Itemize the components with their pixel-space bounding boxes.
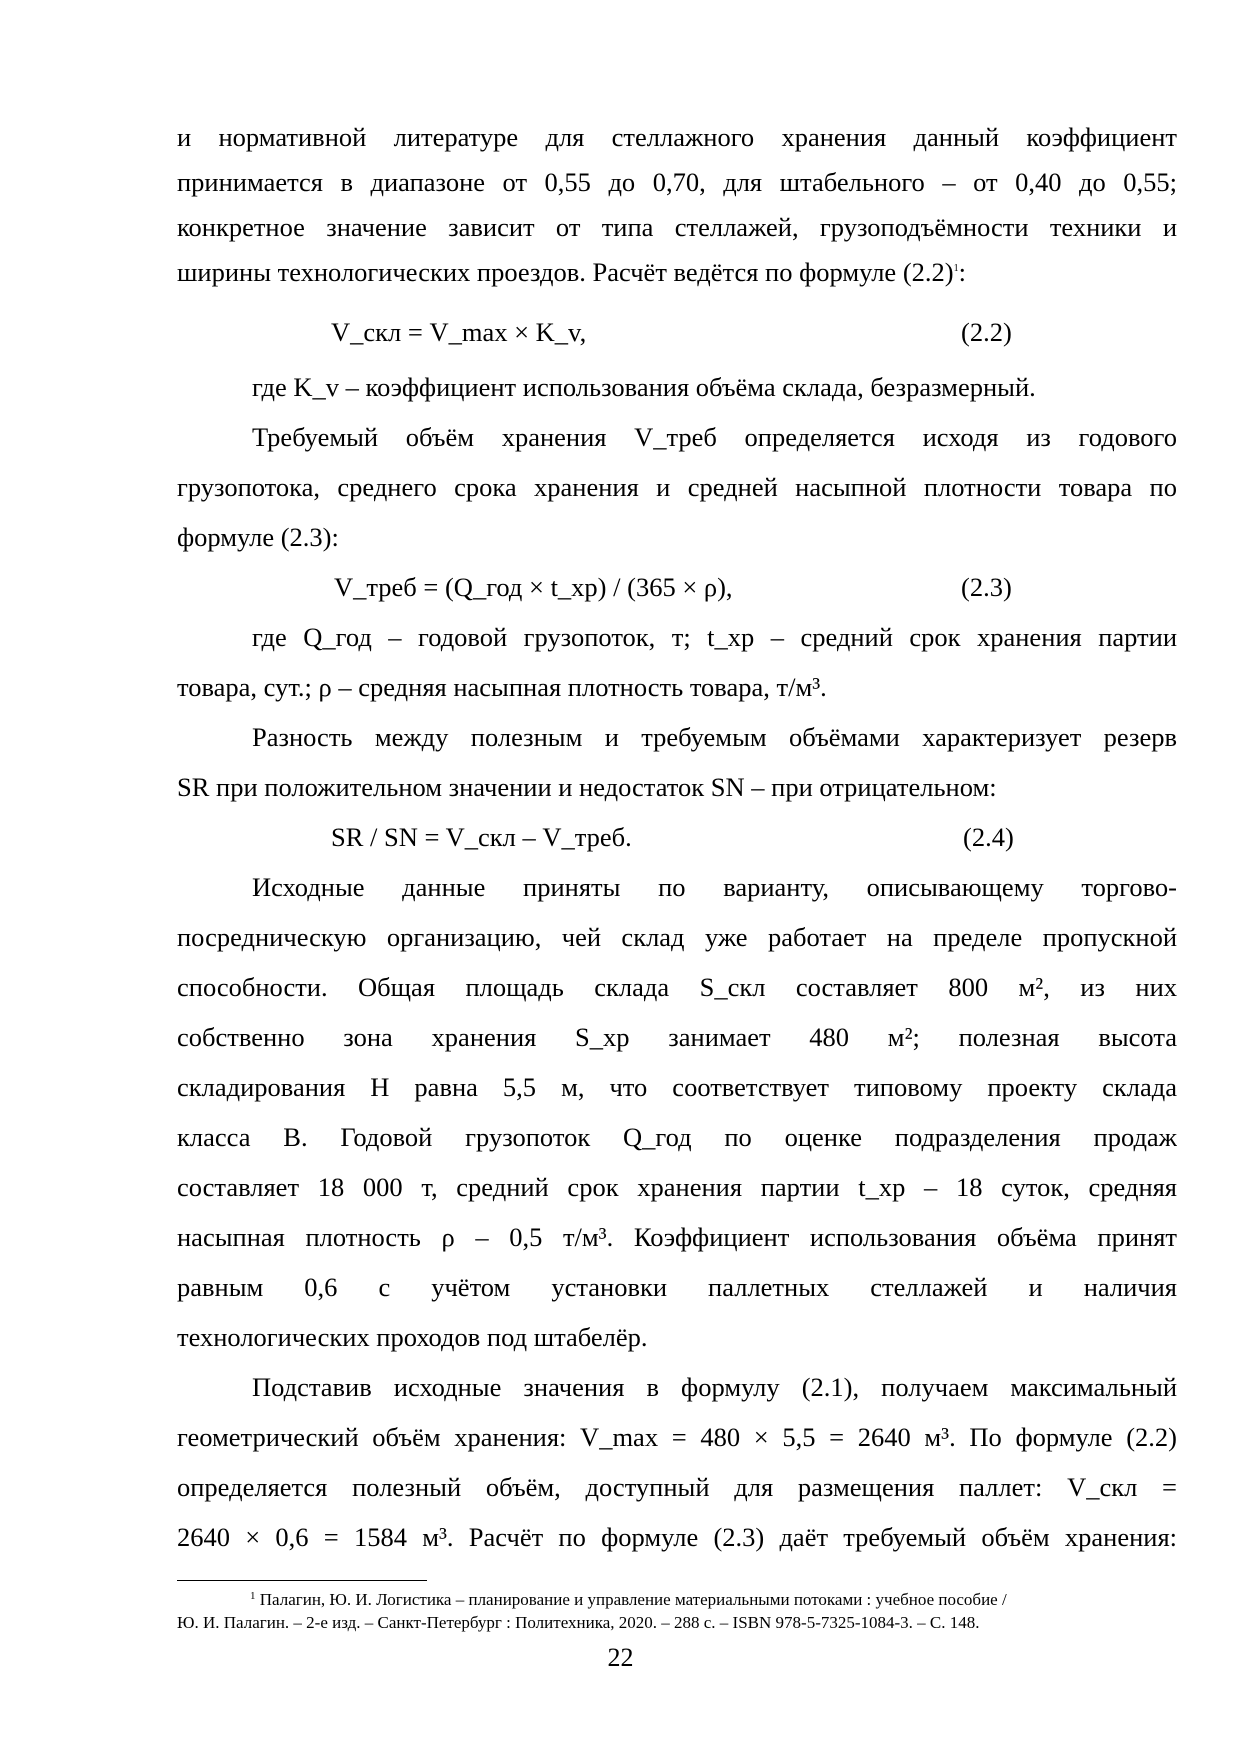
formula-2-3: V_треб = (Q_год × t_хр) / (365 × ρ), <box>334 572 733 602</box>
text-line: товара, сут.; ρ – средняя насыпная плотность товара, т/м³. <box>177 672 827 702</box>
text-span: ширины технологических проездов. Расчёт ведётся по формуле (2.2) <box>177 257 954 287</box>
text-line: конкретное значение зависит от типа стеллажей, грузоподъёмности техники и <box>177 212 1177 242</box>
footnote-line: Ю. И. Палагин. – 2-е изд. – Санкт-Петербург : Политехника, 2020. – 288 с. – ISBN 978-5-7325-1084-3. – С. 148. <box>177 1613 980 1632</box>
formula-2-4: SR / SN = V_скл – V_треб. <box>331 822 632 852</box>
text-line: технологических проходов под штабелёр. <box>177 1322 648 1352</box>
page-number: 22 <box>607 1643 634 1672</box>
text-line: принимается в диапазоне от 0,55 до 0,70, для штабельного – от 0,40 до 0,55; <box>177 167 1177 197</box>
footnote-mark: 1 <box>250 1590 256 1602</box>
text-line: определяется полезный объём, доступный для размещения паллет: V_скл = <box>177 1472 1177 1502</box>
formula-number: (2.2) <box>961 317 1012 347</box>
text-line: Разность между полезным и требуемым объёмами характеризует резерв <box>252 722 1177 752</box>
formula-number: (2.3) <box>961 572 1012 602</box>
text-line: и нормативной литературе для стеллажного хранения данный коэффициент <box>177 122 1177 152</box>
text-line: составляет 18 000 т, средний срок хранения партии t_хр – 18 суток, средняя <box>177 1172 1177 1202</box>
text-line: складирования H равна 5,5 м, что соответствует типовому проекту склада <box>177 1072 1177 1102</box>
text-line: равным 0,6 с учётом установки паллетных стеллажей и наличия <box>177 1272 1177 1302</box>
text-line: грузопотока, среднего срока хранения и средней насыпной плотности товара по <box>177 472 1177 502</box>
text-line <box>177 256 1177 288</box>
text-line: собственно зона хранения S_хр занимает 480 м²; полезная высота <box>177 1022 1177 1052</box>
footnote-line <box>250 1589 1177 1611</box>
formula-2-2: V_скл = V_max × K_v, <box>331 317 587 347</box>
text-line: где K_v – коэффициент использования объёма склада, безразмерный. <box>252 372 1036 402</box>
text-line: SR при положительном значении и недостаток SN – при отрицательном: <box>177 772 997 802</box>
text-line: насыпная плотность ρ – 0,5 т/м³. Коэффициент использования объёма принят <box>177 1222 1177 1252</box>
text-line: где Q_год – годовой грузопоток, т; t_хр – средний срок хранения партии <box>252 622 1177 652</box>
footnote-separator <box>177 1580 427 1581</box>
text-line: Подставив исходные значения в формулу (2.1), получаем максимальный <box>252 1372 1177 1402</box>
text-line: класса B. Годовой грузопоток Q_год по оценке подразделения продаж <box>177 1122 1177 1152</box>
footnote-reference: 1 <box>953 263 959 274</box>
footnote-text: Палагин, Ю. И. Логистика – планирование и управление материальными потоками : учебное пособие / <box>259 1590 1007 1609</box>
text-line: формуле (2.3): <box>177 522 339 552</box>
text-line: посредническую организацию, чей склад уже работает на пределе пропускной <box>177 922 1177 952</box>
text-line: способности. Общая площадь склада S_скл составляет 800 м², из них <box>177 972 1177 1002</box>
text-line: 2640 × 0,6 = 1584 м³. Расчёт по формуле (2.3) даёт требуемый объём хранения: <box>177 1522 1177 1552</box>
text-line: геометрический объём хранения: V_max = 480 × 5,5 = 2640 м³. По формуле (2.2) <box>177 1422 1177 1452</box>
text-line: Требуемый объём хранения V_треб определяется исходя из годового <box>252 422 1177 452</box>
text-span: : <box>958 257 966 287</box>
text-line: Исходные данные приняты по варианту, описывающему торгово- <box>252 872 1177 902</box>
formula-number: (2.4) <box>963 822 1014 852</box>
